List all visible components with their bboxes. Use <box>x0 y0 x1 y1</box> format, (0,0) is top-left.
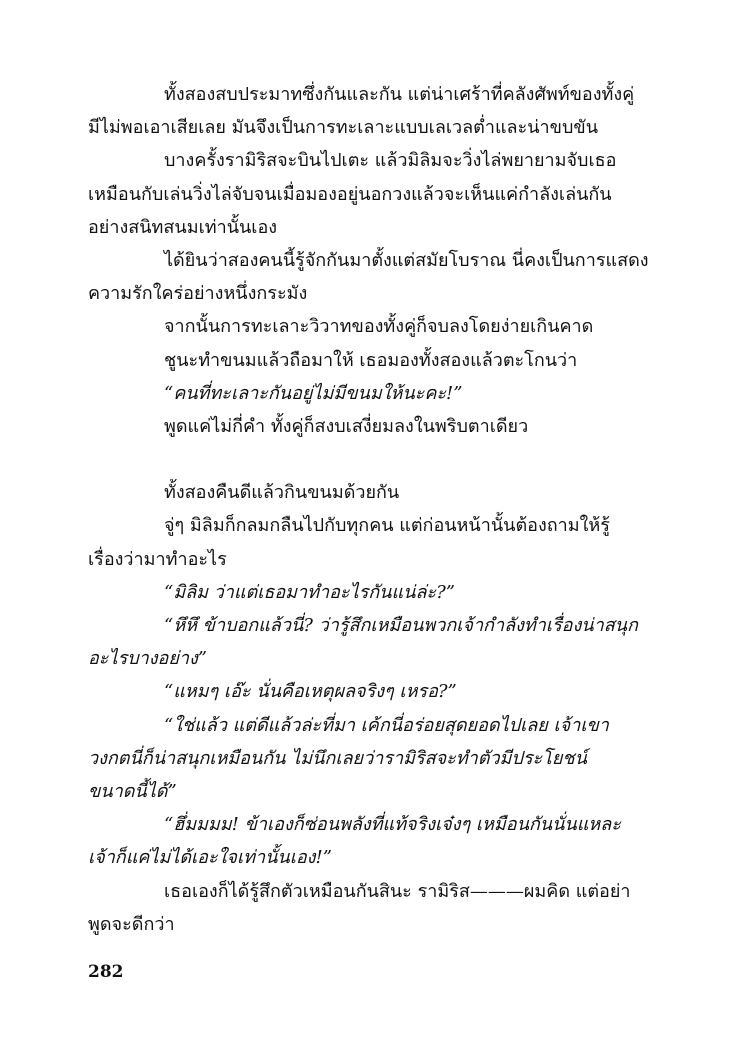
text-line: เจ้าก็แค่ไม่ได้เอะใจเท่านั้นเอง!” <box>88 847 332 869</box>
text-line: จู่ๆ มิลิมก็กลมกลืนไปกับทุกคน แต่ก่อนหน้านั้นต้องถามให้รู้ <box>164 515 610 537</box>
text-line: “ฮึ่มมมม! ข้าเองก็ซ่อนพลังที่แท้จริงเจ๋งๆ เหมือนกันนั่นแหละ <box>164 814 621 836</box>
text-line: จากนั้นการทะเลาะวิวาทของทั้งคู่ก็จบลงโดยง่ายเกินคาด <box>164 316 594 338</box>
text-line: เรื่องว่ามาทำอะไร <box>88 548 227 570</box>
text-line: ขนาดนี้ได้” <box>88 780 177 802</box>
text-line: “มิลิม ว่าแต่เธอมาทำอะไรกันแน่ล่ะ?” <box>164 581 455 603</box>
blank-line <box>88 443 652 476</box>
text-line: ความรักใคร่อย่างหนึ่งกระมัง <box>88 283 308 305</box>
text-line: เธอเองก็ได้รู้สึกตัวเหมือนกันสินะ รามิริส———ผมคิด แต่อย่า <box>164 880 631 902</box>
text-line: บางครั้งรามิริสจะบินไปเตะ แล้วมิลิมจะวิ่งไล่พยายามจับเธอ <box>164 150 617 172</box>
text-line: ทั้งสองคืนดีแล้วกินขนมด้วยกัน <box>164 482 400 504</box>
text-line: ได้ยินว่าสองคนนี้รู้จักกันมาตั้งแต่สมัยโบราณ นี่คงเป็นการแสดง <box>164 249 649 271</box>
text-line: อย่างสนิทสนมเท่านั้นเอง <box>88 216 278 238</box>
text-line: มีไม่พอเอาเสียเลย มันจึงเป็นการทะเลาะแบบเลเวลต่ำและน่าขบขัน <box>88 117 598 139</box>
text-line: วงกตนี่ก็น่าสนุกเหมือนกัน ไม่นึกเลยว่ารามิริสจะทำตัวมีประโยชน์ <box>88 747 587 769</box>
text-line: อะไรบางอย่าง” <box>88 648 207 670</box>
text-line: “แหมๆ เอ๊ะ นั่นคือเหตุผลจริงๆ เหรอ?” <box>164 681 457 703</box>
text-line: “คนที่ทะเลาะกันอยู่ไม่มีขนมให้นะคะ!” <box>164 382 463 404</box>
text-line: พูดจะดีกว่า <box>88 913 175 935</box>
body-text <box>88 78 652 941</box>
text-line: เหมือนกับเล่นวิ่งไล่จับจนเมื่อมองอยู่นอกวงแล้วจะเห็นแค่กำลังเล่นกัน <box>88 183 612 205</box>
text-line: “ใช่แล้ว แต่ดีแล้วล่ะที่มา เค้กนี่อร่อยสุดยอดไปเลย เจ้าเขา <box>164 714 609 736</box>
text-line: “หึหึ ข้าบอกแล้วนี่? ว่ารู้สึกเหมือนพวกเจ้ากำลังทำเรื่องน่าสนุก <box>164 615 638 636</box>
text-line: ทั้งสองสบประมาทซึ่งกันและกัน แต่น่าเศร้าที่คลังศัพท์ของทั้งคู่ <box>164 84 635 105</box>
text-line: ชูนะทำขนมแล้วถือมาให้ เธอมองทั้งสองแล้วตะโกนว่า <box>164 349 578 371</box>
text-line: พูดแค่ไม่กี่คำ ทั้งคู่ก็สงบเสงี่ยมลงในพริบตาเดียว <box>164 415 529 437</box>
page-number: 282 <box>88 962 124 982</box>
